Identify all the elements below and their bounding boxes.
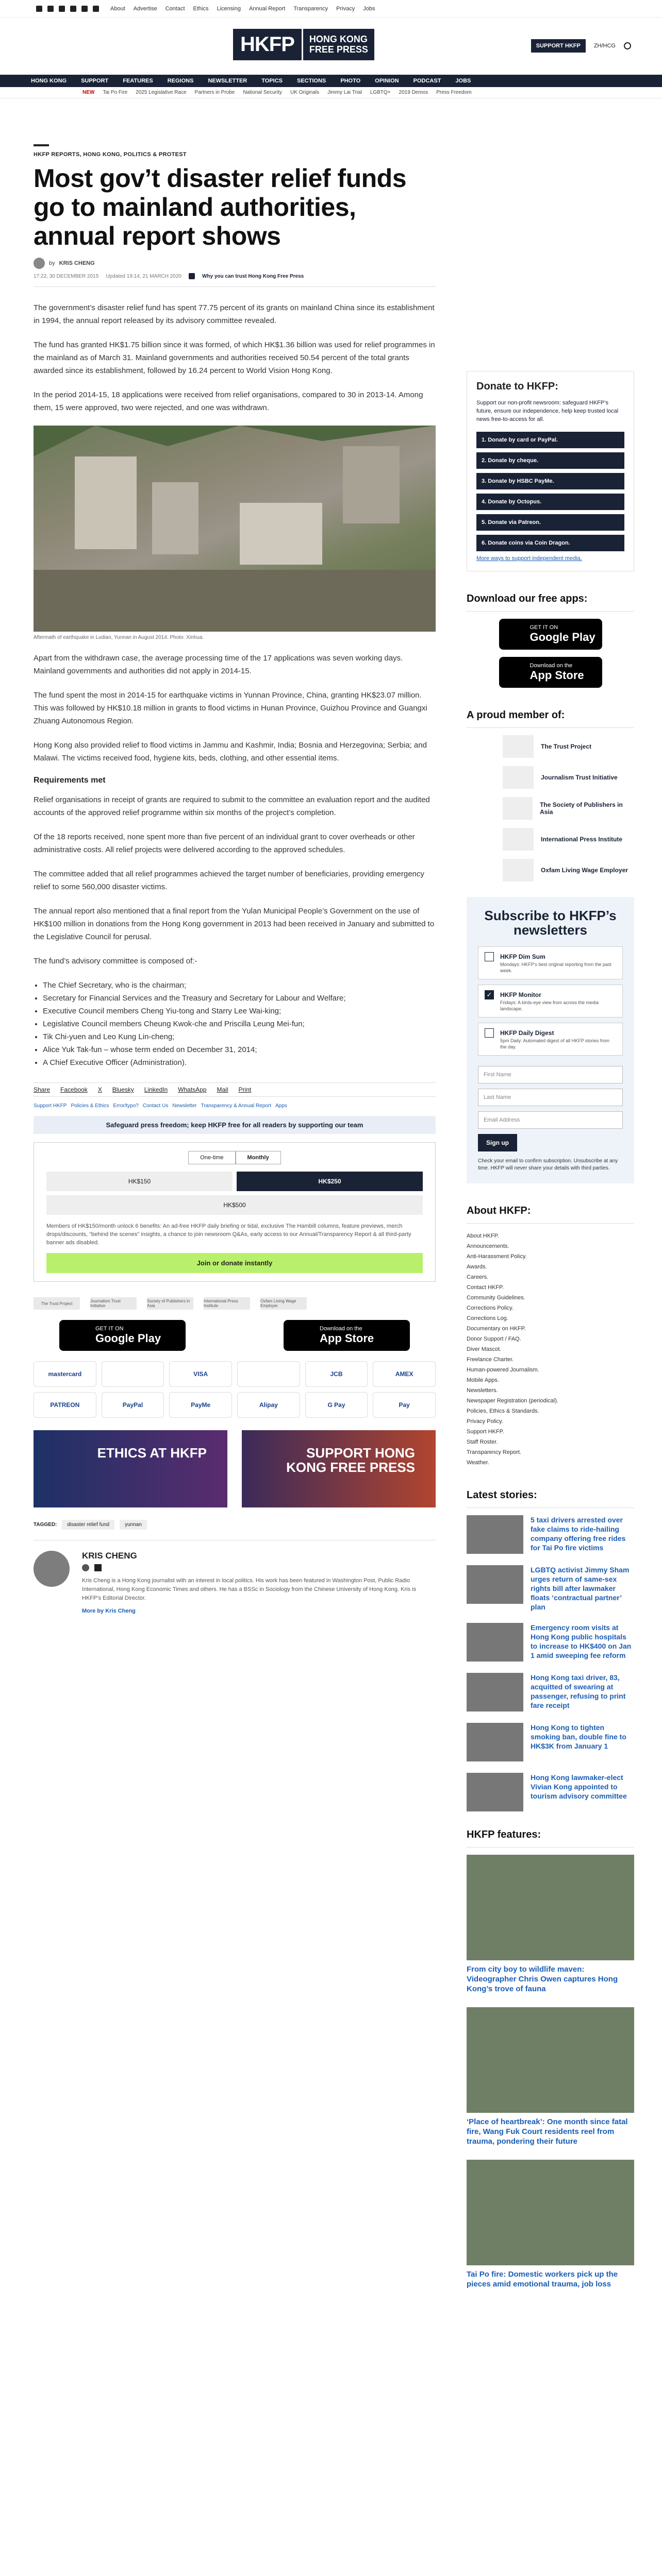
about-link[interactable]: Weather. <box>467 1460 489 1466</box>
donate-note: Members of HK$150/month unlock 6 benefits: An ad-free HKFP daily briefing or tidal, exclusive The Hambill columns, feature previews, merch drops/discounts, "behind the scenes" insights, a chance to join newsroom Q&As, early access to our Annual/Transparency Report & all third-party banner ads disabled. <box>46 1223 411 1246</box>
subnav-item[interactable]: Jimmy Lai Trial <box>327 90 362 95</box>
member-item: • The Chief Secretary, who is the chairman; <box>43 979 436 992</box>
story-item[interactable] <box>467 1565 634 1612</box>
photo-caption: Aftermath of earthquake in Ludian, Yunnan in August 2014. Photo: Xinhua. <box>34 635 204 640</box>
trust-icon <box>189 273 195 279</box>
x-icon[interactable] <box>47 6 54 12</box>
feature-title[interactable]: Tai Po fire: Domestic workers pick up the pieces amid emotional trauma, job loss <box>467 2270 618 2289</box>
trust-link[interactable]: Why you can trust Hong Kong Free Press <box>202 273 304 279</box>
member-name: International Press Institute <box>541 836 623 843</box>
share-bar <box>34 1082 436 1097</box>
apps-title: Download our free apps: <box>467 587 634 612</box>
paragraph: The fund spent the most in 2014-15 for earthquake victims in Yunnan Province, China, granting HK$23.07 million. This was followed by HK$10.18 million in grants to flood victims in Hunan Province, Guizhou Province and Guangxi Zhuang Autonomous Region. <box>34 691 427 725</box>
member-logo[interactable] <box>503 735 634 758</box>
member-name: Journalism Trust Initiative <box>541 774 618 781</box>
paragraph: The fund’s advisory committee is composed of:- <box>34 957 197 965</box>
paragraph: The government’s disaster relief fund has spent 77.75 percent of its grants on mainland China since its establishment in 1994, the annual report released by its advisory committee revealed. <box>34 303 435 325</box>
member-logo[interactable] <box>503 797 634 820</box>
top-link[interactable]: Jobs <box>363 5 375 12</box>
newsletter-title: Subscribe to HKFP’s newsletters <box>484 908 617 938</box>
nav-item[interactable]: SUPPORT <box>81 78 109 84</box>
donate-title: Donate to HKFP: <box>476 371 624 399</box>
footer-link[interactable]: Support HKFP <box>34 1103 67 1109</box>
footer-link[interactable]: Policies & Ethics <box>71 1103 109 1109</box>
footer-link[interactable]: Newsletter <box>172 1103 197 1109</box>
member-item: • Alice Yuk Tak-fun – whose term ended on December 31, 2014; <box>43 1043 436 1056</box>
story-thumb <box>467 1673 523 1711</box>
amount-option[interactable]: HK$500 <box>46 1195 423 1215</box>
newsletter-option[interactable] <box>478 1023 623 1056</box>
share-link[interactable]: X <box>97 1086 102 1093</box>
about-link[interactable]: Documentary on HKFP. <box>467 1326 526 1332</box>
story-thumb <box>467 1773 523 1811</box>
footer-link[interactable]: Transparency & Annual Report <box>201 1103 271 1109</box>
checkbox[interactable] <box>485 1028 494 1038</box>
top-link[interactable]: Contact <box>165 5 185 12</box>
email-input[interactable]: Email Address <box>478 1111 623 1129</box>
payment-logo <box>237 1361 300 1387</box>
story-thumb <box>467 1623 523 1662</box>
about-link[interactable]: Newsletters. <box>467 1387 498 1394</box>
trust-logo[interactable]: The Trust Project <box>34 1297 80 1310</box>
logo-icon <box>503 828 534 851</box>
paragraph: The annual report also mentioned that a final report from the Yulan Municipal People’s Government on the use of HK$100 million in donations from the Hong Kong government in 2013 had been received in January and submitted to the Legislative Council for perusal. <box>34 907 435 941</box>
story-item[interactable] <box>467 1673 634 1711</box>
subnav-item[interactable]: Partners in Probe <box>194 90 235 95</box>
newsletter-note: Check your email to confirm subscription. Unsubscribe at any time. HKFP will never share your details with third parties. <box>478 1158 618 1171</box>
footer-link[interactable]: Error/typo? <box>113 1103 139 1109</box>
checkbox[interactable] <box>485 952 494 961</box>
nav-item[interactable]: PHOTO <box>340 78 361 84</box>
article-title: Most gov’t disaster relief funds go to mainland authorities, annual report shows <box>34 164 407 250</box>
paragraph: Apart from the withdrawn case, the average processing time of the 17 applications was seven working days. Mainland governments and authorities did not apply in 2014-15. <box>34 654 403 675</box>
payment-logo <box>102 1361 164 1387</box>
feature-item[interactable] <box>467 2160 634 2289</box>
story-title[interactable]: 5 taxi drivers arrested over fake claims to ride-hailing company offering free rides for Tai Po fire victims <box>531 1516 626 1552</box>
donate-text: Support our non-profit newsroom: safeguard HKFP’s future, ensure our independence, help keep trusted local news free-to-access for all. <box>476 400 619 422</box>
sidebar-donate <box>467 371 634 571</box>
nav-item[interactable]: HONG KONG <box>31 78 67 84</box>
donate-option[interactable]: 1. Donate by card or PayPal. <box>476 432 624 448</box>
top-link[interactable]: About <box>110 5 125 12</box>
author-link[interactable]: KRIS CHENG <box>59 260 95 266</box>
newsletter-desc: Fridays: A birds-eye view from across the media landscape. <box>500 1000 599 1011</box>
story-item[interactable] <box>467 1723 634 1761</box>
payment-logo: PayMe <box>169 1392 232 1418</box>
donate-widget <box>34 1142 436 1282</box>
payment-logo: PATREON <box>34 1392 96 1418</box>
nav-item[interactable]: JOBS <box>455 78 471 84</box>
member-item: • Executive Council members Cheng Yiu-tong and Starry Lee Wai-king; <box>43 1005 436 1018</box>
subnav-item[interactable]: 2019 Demos <box>399 90 428 95</box>
nav-item[interactable]: NEWSLETTER <box>208 78 247 84</box>
paragraph: Hong Kong also provided relief to flood victims in Jammu and Kashmir, India; Bosnia and Herzegovina; Serbia; and Malawi. The victims received food, hygiene kits, beds, clothing, and other essential items. <box>34 741 427 762</box>
member-item: • A Chief Executive Officer (Administration). <box>43 1056 436 1069</box>
top-bar <box>0 0 662 18</box>
join-button[interactable]: Join or donate instantly <box>46 1253 423 1273</box>
about-link[interactable]: Anti-Harassment Policy. <box>467 1253 527 1260</box>
publish-date: 17:22, 30 DECEMBER 2015 <box>34 273 99 279</box>
trust-logo[interactable]: Oxfam Living Wage Employer <box>260 1297 307 1310</box>
trust-logo[interactable]: International Press Institute <box>204 1297 250 1310</box>
tags: TAGGED: disaster relief fund yunnan <box>34 1520 436 1530</box>
first-name-input[interactable]: First Name <box>478 1066 623 1083</box>
search-icon[interactable] <box>624 42 631 49</box>
member-name: The Trust Project <box>541 743 592 750</box>
story-title[interactable]: Hong Kong lawmaker-elect Vivian Kong appointed to tourism advisory committee <box>531 1773 627 1800</box>
logo-icon <box>503 766 534 789</box>
about-link[interactable]: Staff Roster. <box>467 1439 498 1445</box>
nav-item[interactable]: SECTIONS <box>297 78 326 84</box>
author-photo <box>34 1551 70 1587</box>
app-store-button[interactable]: Download on the App Store <box>284 1320 410 1351</box>
feature-item[interactable] <box>467 2007 634 2146</box>
logo-icon <box>503 859 534 882</box>
subheading: Requirements met <box>34 776 106 785</box>
newsletter-option[interactable] <box>478 985 623 1018</box>
header-actions <box>531 39 631 53</box>
tag[interactable]: yunnan <box>120 1520 147 1530</box>
sub-nav <box>0 87 662 98</box>
about-link[interactable]: Awards. <box>467 1264 487 1270</box>
newsletter-name: HKFP Dim Sum <box>500 953 545 960</box>
masthead <box>0 18 662 74</box>
subnav-item[interactable]: UK Originals <box>290 90 320 95</box>
more-by-author-link[interactable]: More by Kris Cheng <box>82 1608 136 1614</box>
top-link[interactable]: Transparency <box>293 5 328 12</box>
amount-option-selected[interactable]: HK$250 <box>237 1172 423 1191</box>
about-link[interactable]: Mobile Apps. <box>467 1377 499 1383</box>
facebook-icon[interactable] <box>36 6 42 12</box>
author-name[interactable]: KRIS CHENG <box>82 1551 137 1561</box>
share-link[interactable]: Facebook <box>60 1086 88 1093</box>
member-name: Oxfam Living Wage Employer <box>541 867 628 874</box>
subnav-item[interactable]: National Security <box>243 90 282 95</box>
feature-image <box>467 2007 634 2113</box>
member-item: • Legislative Council members Cheung Kwok-che and Priscilla Leung Mei-fun; <box>43 1018 436 1030</box>
app-stores <box>59 1320 410 1351</box>
share-link[interactable]: Mail <box>217 1086 228 1093</box>
story-item[interactable] <box>467 1773 634 1811</box>
support-banner[interactable]: SUPPORT HONG KONG FREE PRESS <box>242 1430 436 1507</box>
story-title[interactable]: Emergency room visits at Hong Kong public hospitals to increase to HK$400 on Jan 1 amid sweeping fee reform <box>531 1623 632 1659</box>
share-link[interactable]: Bluesky <box>112 1086 134 1093</box>
trust-logo[interactable]: Journalism Trust Initiative <box>90 1297 137 1310</box>
about-link[interactable]: Transparency Report. <box>467 1449 521 1455</box>
footer-link[interactable]: Contact Us <box>142 1103 169 1109</box>
new-label: NEW <box>82 90 95 95</box>
member-name: The Society of Publishers in Asia <box>540 801 623 816</box>
updated-date: Updated 19:14, 21 MARCH 2020 <box>106 273 181 279</box>
payment-logo: VISA <box>169 1361 232 1387</box>
story-item[interactable] <box>467 1515 634 1554</box>
newsletter-desc: Mondays: HKFP’s best original reporting from the past week. <box>500 962 611 973</box>
about-link[interactable]: Community Guidelines. <box>467 1295 525 1301</box>
logo-icon <box>503 797 533 820</box>
social-links <box>36 6 99 12</box>
logo-icon <box>503 735 534 758</box>
share-link[interactable]: WhatsApp <box>178 1086 207 1093</box>
about-link[interactable]: Announcements. <box>467 1243 509 1249</box>
article-meta <box>34 273 436 279</box>
x-icon[interactable] <box>94 1564 102 1571</box>
donate-option[interactable]: 3. Donate by HSBC PayMe. <box>476 473 624 489</box>
ethics-banner[interactable]: ETHICS AT HKFP <box>34 1430 227 1507</box>
top-link[interactable]: Annual Report <box>249 5 286 12</box>
newsletter-name: HKFP Daily Digest <box>500 1029 554 1037</box>
latest-title: Latest stories: <box>467 1483 634 1508</box>
app-store-button[interactable]: Download on the App Store <box>499 657 602 688</box>
story-item[interactable] <box>467 1623 634 1662</box>
nav-item[interactable]: FEATURES <box>123 78 153 84</box>
story-thumb <box>467 1515 523 1554</box>
payment-logo: JCB <box>305 1361 368 1387</box>
about-link[interactable]: Policies, Ethics & Standards. <box>467 1408 539 1414</box>
globe-icon[interactable] <box>82 1564 89 1571</box>
logo-text: HONG KONG FREE PRESS <box>303 29 374 60</box>
amount-option[interactable]: HK$150 <box>46 1172 233 1191</box>
last-name-input[interactable]: Last Name <box>478 1089 623 1106</box>
logo[interactable] <box>233 29 374 60</box>
paragraph: In the period 2014-15, 18 applications were received from relief organisations, compared to 30 in 2013-14. Among them, 15 were approved, two were rejected, and one was withdrawn. <box>34 391 423 412</box>
payment-logo: Alipay <box>237 1392 300 1418</box>
nav-item[interactable]: PODCAST <box>413 78 441 84</box>
instagram-icon[interactable] <box>59 6 65 12</box>
sidebar <box>467 371 634 2302</box>
features-title: HKFP features: <box>467 1823 634 1848</box>
payment-logo: mastercard <box>34 1361 96 1387</box>
member-logo[interactable] <box>503 859 634 882</box>
linkedin-icon[interactable] <box>70 6 76 12</box>
about-link[interactable]: Diver Mascot. <box>467 1346 502 1352</box>
google-play-button[interactable]: GET IT ON Google Play <box>499 619 602 650</box>
subnav-item[interactable]: Press Freedom <box>436 90 472 95</box>
member-list <box>43 979 436 1069</box>
checkbox[interactable]: ✓ <box>485 990 494 999</box>
proud-title: A proud member of: <box>467 703 634 728</box>
top-link[interactable]: Advertise <box>133 5 157 12</box>
paragraph: Relief organisations in receipt of grants are required to submit to the committee an evaluation report and the audited accounts of the approved relief programme within six months of the project’s completion. <box>34 795 430 817</box>
nav-item[interactable]: TOPICS <box>261 78 283 84</box>
feature-image <box>467 2160 634 2265</box>
language-switch[interactable]: ZH/HCG <box>593 43 616 49</box>
promo-banners <box>34 1430 436 1507</box>
feature-image <box>467 1855 634 1960</box>
paragraph: The fund has granted HK$1.75 billion since it was formed, of which HK$1.36 billion was used for relief programmes in the mainland as of March 31. Mainland governments and authorities received 50.54 percent of the total grants awarded since its establishment, followed by 16.24 percent to World Vision Hong Kong. <box>34 341 435 375</box>
rss-icon[interactable] <box>93 6 99 12</box>
share-link[interactable]: Print <box>238 1086 252 1093</box>
author-avatar <box>34 258 45 269</box>
nav-item[interactable]: REGIONS <box>167 78 194 84</box>
monthly-tab[interactable]: Monthly <box>236 1151 281 1164</box>
member-item: • Tik Chi-yuen and Leo Kung Lin-cheng; <box>43 1030 436 1043</box>
author-box <box>34 1540 436 1614</box>
top-links <box>110 6 375 12</box>
story-title[interactable]: Hong Kong to tighten smoking ban, double fine to HK$3K from January 1 <box>531 1723 626 1750</box>
member-logo[interactable] <box>503 828 634 851</box>
google-play-button[interactable]: GET IT ON Google Play <box>59 1320 186 1351</box>
support-hkfp-button[interactable]: SUPPORT HKFP <box>531 39 586 53</box>
one-time-tab[interactable]: One-time <box>188 1151 235 1164</box>
author-bio: Kris Cheng is a Hong Kong journalist with an interest in local politics. His work has been featured in Washington Post, Public Radio International, Hong Kong Economic Times and others. He has a BSSc in Sociology from the Chinese University of Hong Kong. Kris is HKFP’s Editorial Director. <box>82 1578 417 1601</box>
newsletter-option[interactable] <box>478 946 623 979</box>
member-item: • Secretary for Financial Services and the Treasury and Secretary for Labour and Welfare; <box>43 992 436 1005</box>
about-link[interactable]: Corrections Policy. <box>467 1305 514 1311</box>
newsletter-desc: 5pm Daily: Automated digest of all HKFP stories from the day. <box>500 1038 609 1049</box>
donate-option[interactable]: 4. Donate by Octopus. <box>476 494 624 510</box>
donate-more-link[interactable]: More ways to support independent media. <box>476 555 582 562</box>
payment-logo: AMEX <box>373 1361 436 1387</box>
signup-button[interactable]: Sign up <box>478 1134 517 1151</box>
top-link[interactable]: Privacy <box>336 5 355 12</box>
top-link[interactable]: Licensing <box>217 5 241 12</box>
donate-option[interactable]: 5. Donate via Patreon. <box>476 514 624 531</box>
main-nav <box>0 75 662 87</box>
about-link[interactable]: Freelance Charter. <box>467 1357 514 1363</box>
about-link[interactable]: Support HKFP. <box>467 1429 504 1435</box>
tag[interactable]: disaster relief fund <box>62 1520 114 1530</box>
member-logo[interactable] <box>503 766 634 789</box>
paragraph: The committee added that all relief programmes achieved the target number of beneficiaries, providing emergency relief to some 560,000 disaster victims. <box>34 870 424 891</box>
about-link[interactable]: Human-powered Journalism. <box>467 1367 539 1373</box>
youtube-icon[interactable] <box>81 6 88 12</box>
about-link[interactable]: Privacy Policy. <box>467 1418 503 1425</box>
top-link[interactable]: Ethics <box>193 5 209 12</box>
story-thumb <box>467 1565 523 1604</box>
about-link[interactable]: Careers. <box>467 1274 489 1280</box>
safeguard-banner[interactable]: Safeguard press freedom; keep HKFP free for all readers by supporting our team <box>34 1116 436 1134</box>
story-title[interactable]: LGBTQ activist Jimmy Sham urges return of same-sex rights bill after lawmaker floats ‘contractual partner’ plan <box>531 1566 630 1611</box>
article-photo <box>34 426 436 632</box>
share-link[interactable]: Share <box>34 1086 51 1093</box>
share-link[interactable]: LinkedIn <box>144 1086 168 1093</box>
subnav-item[interactable]: LGBTQ+ <box>370 90 391 95</box>
article-footer-links <box>34 1103 436 1109</box>
donate-option[interactable]: 2. Donate by cheque. <box>476 452 624 469</box>
about-link[interactable]: Contact HKFP. <box>467 1284 504 1291</box>
payment-logo: G Pay <box>305 1392 368 1418</box>
about-title: About HKFP: <box>467 1199 634 1224</box>
subnav-item[interactable]: Tai Po Fire <box>103 90 128 95</box>
feature-title[interactable]: ‘Place of heartbreak’: One month since fatal fire, Wang Fuk Court residents reel from trauma, pondering their future <box>467 2117 628 2146</box>
about-link[interactable]: Donor Support / FAQ. <box>467 1336 521 1342</box>
feature-item[interactable] <box>467 1855 634 1994</box>
donate-option[interactable]: 6. Donate coins via Coin Dragon. <box>476 535 624 551</box>
newsletter-name: HKFP Monitor <box>500 991 541 998</box>
nav-item[interactable]: OPINION <box>375 78 399 84</box>
about-link[interactable]: Newspaper Registration (periodical). <box>467 1398 558 1404</box>
story-title[interactable]: Hong Kong taxi driver, 83, acquitted of swearing at passenger, refusing to print fare receipt <box>531 1673 626 1709</box>
footer-link[interactable]: Apps <box>275 1103 287 1109</box>
logo-mark: HKFP <box>233 29 302 60</box>
trust-logo[interactable]: Society of Publishers in Asia <box>147 1297 193 1310</box>
subnav-item[interactable]: 2025 Legislative Race <box>136 90 187 95</box>
title-rule <box>34 144 49 146</box>
story-thumb <box>467 1723 523 1761</box>
payment-logo: Pay <box>373 1392 436 1418</box>
payment-logo: PayPal <box>102 1392 164 1418</box>
byline: by KRIS CHENG <box>34 258 436 269</box>
trust-logos <box>34 1297 436 1310</box>
about-link[interactable]: About HKFP. <box>467 1233 499 1239</box>
feature-title[interactable]: From city boy to wildlife maven: Videographer Chris Owen captures Hong Kong’s trove of fauna <box>467 1965 618 1993</box>
newsletter-box <box>467 897 634 1183</box>
paragraph: Of the 18 reports received, none spent more than five percent of an individual grant to cover overheads or other administrative costs. All relief projects were delivered according to the approved schedules. <box>34 833 415 854</box>
about-link[interactable]: Corrections Log. <box>467 1315 508 1321</box>
article-category[interactable]: HKFP REPORTS, HONG KONG, POLITICS & PROTEST <box>34 151 187 158</box>
payment-methods <box>34 1361 436 1418</box>
article <box>34 144 436 1614</box>
